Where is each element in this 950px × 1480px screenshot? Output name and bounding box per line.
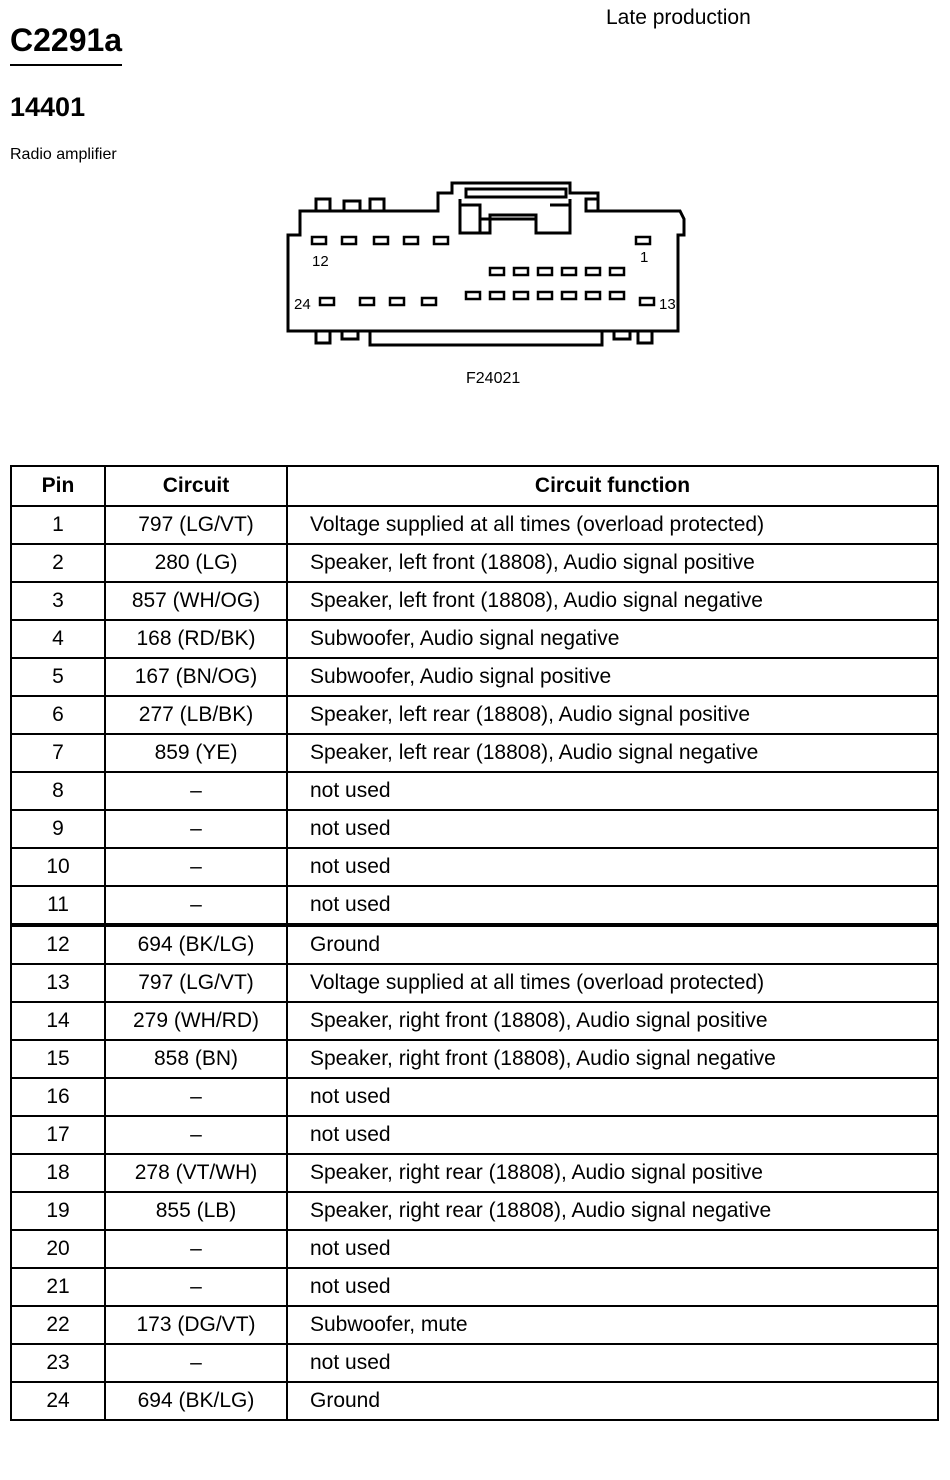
pin-table bbox=[10, 465, 939, 1421]
function-cell: Speaker, right rear (18808), Audio signal negative bbox=[287, 1192, 938, 1230]
function-cell: Voltage supplied at all times (overload protected) bbox=[287, 964, 938, 1002]
circuit-cell: 173 (DG/VT) bbox=[105, 1306, 287, 1344]
circuit-cell: 858 (BN) bbox=[105, 1040, 287, 1078]
table-row bbox=[11, 1002, 938, 1040]
table-row bbox=[11, 658, 938, 696]
pin-cell: 23 bbox=[11, 1344, 105, 1382]
pin-cell: 9 bbox=[11, 810, 105, 848]
table-row bbox=[11, 1040, 938, 1078]
table-row bbox=[11, 1268, 938, 1306]
pin-cell: 16 bbox=[11, 1078, 105, 1116]
table-row bbox=[11, 1382, 938, 1420]
pin-slot bbox=[586, 292, 600, 299]
pin-label-24: 24 bbox=[294, 296, 311, 313]
pin-cell: 6 bbox=[11, 696, 105, 734]
circuit-cell: 859 (YE) bbox=[105, 734, 287, 772]
circuit-cell: – bbox=[105, 848, 287, 886]
pin-cell: 13 bbox=[11, 964, 105, 1002]
table-row bbox=[11, 620, 938, 658]
circuit-cell: 167 (BN/OG) bbox=[105, 658, 287, 696]
pin-slot bbox=[490, 268, 504, 275]
table-row bbox=[11, 1154, 938, 1192]
table-row bbox=[11, 772, 938, 810]
connector-diagram bbox=[280, 175, 700, 355]
function-cell: Subwoofer, mute bbox=[287, 1306, 938, 1344]
circuit-cell: 857 (WH/OG) bbox=[105, 582, 287, 620]
function-cell: not used bbox=[287, 1230, 938, 1268]
column-header-pin: Pin bbox=[11, 466, 105, 506]
top-tab bbox=[370, 199, 384, 211]
function-cell: not used bbox=[287, 848, 938, 886]
circuit-cell: 280 (LG) bbox=[105, 544, 287, 582]
pin-slot bbox=[466, 292, 480, 299]
function-cell: Speaker, left rear (18808), Audio signal positive bbox=[287, 696, 938, 734]
function-cell: Subwoofer, Audio signal positive bbox=[287, 658, 938, 696]
bottom-tab bbox=[316, 331, 330, 343]
function-cell: Subwoofer, Audio signal negative bbox=[287, 620, 938, 658]
pin-cell: 15 bbox=[11, 1040, 105, 1078]
part-number: 14401 bbox=[10, 92, 86, 122]
table-row bbox=[11, 964, 938, 1002]
column-header-circuit: Circuit bbox=[105, 466, 287, 506]
function-cell: Speaker, left front (18808), Audio signal positive bbox=[287, 544, 938, 582]
pin-slot bbox=[514, 268, 528, 275]
pin-slot bbox=[404, 237, 418, 244]
pin-cell: 12 bbox=[11, 925, 105, 964]
top-tab bbox=[344, 201, 360, 211]
table-row bbox=[11, 1078, 938, 1116]
pin-cell: 4 bbox=[11, 620, 105, 658]
circuit-cell: 694 (BK/LG) bbox=[105, 925, 287, 964]
circuit-cell: 279 (WH/RD) bbox=[105, 1002, 287, 1040]
table-row bbox=[11, 582, 938, 620]
pin-cell: 3 bbox=[11, 582, 105, 620]
circuit-cell: 278 (VT/WH) bbox=[105, 1154, 287, 1192]
circuit-cell: 797 (LG/VT) bbox=[105, 506, 287, 544]
table-row bbox=[11, 925, 938, 964]
pin-slot bbox=[640, 298, 654, 305]
function-cell: not used bbox=[287, 886, 938, 925]
pin-cell: 5 bbox=[11, 658, 105, 696]
latch bbox=[460, 199, 570, 233]
connector-body bbox=[288, 183, 684, 331]
function-cell: not used bbox=[287, 772, 938, 810]
pin-slot bbox=[562, 268, 576, 275]
function-cell: not used bbox=[287, 1344, 938, 1382]
table-row bbox=[11, 810, 938, 848]
pin-slot bbox=[360, 298, 374, 305]
pin-slot bbox=[390, 298, 404, 305]
table-body bbox=[11, 506, 938, 1420]
function-cell: Speaker, right front (18808), Audio signal negative bbox=[287, 1040, 938, 1078]
pin-slot bbox=[610, 268, 624, 275]
circuit-cell: 694 (BK/LG) bbox=[105, 1382, 287, 1420]
circuit-cell: 797 (LG/VT) bbox=[105, 964, 287, 1002]
pin-label-12: 12 bbox=[312, 253, 329, 270]
bottom-tab bbox=[370, 331, 602, 345]
latch-slot bbox=[466, 189, 566, 197]
pin-slot bbox=[636, 237, 650, 244]
circuit-cell: – bbox=[105, 772, 287, 810]
table-row bbox=[11, 544, 938, 582]
pin-slot bbox=[538, 268, 552, 275]
table-row bbox=[11, 1116, 938, 1154]
function-cell: Ground bbox=[287, 1382, 938, 1420]
pin-slot bbox=[312, 237, 326, 244]
function-cell: Speaker, left rear (18808), Audio signal negative bbox=[287, 734, 938, 772]
production-note: Late production bbox=[606, 6, 751, 29]
function-cell: not used bbox=[287, 1116, 938, 1154]
pin-slot bbox=[422, 298, 436, 305]
table-row bbox=[11, 696, 938, 734]
function-cell: Ground bbox=[287, 925, 938, 964]
circuit-cell: – bbox=[105, 1344, 287, 1382]
top-tab bbox=[586, 199, 598, 211]
circuit-cell: 168 (RD/BK) bbox=[105, 620, 287, 658]
pin-cell: 7 bbox=[11, 734, 105, 772]
circuit-cell: – bbox=[105, 1268, 287, 1306]
pin-cell: 10 bbox=[11, 848, 105, 886]
circuit-cell: – bbox=[105, 810, 287, 848]
pin-label-1: 1 bbox=[640, 249, 649, 266]
table-header-row bbox=[11, 466, 938, 506]
pin-slot bbox=[490, 292, 504, 299]
pin-cell: 18 bbox=[11, 1154, 105, 1192]
table-row bbox=[11, 848, 938, 886]
table-row bbox=[11, 734, 938, 772]
function-cell: Voltage supplied at all times (overload protected) bbox=[287, 506, 938, 544]
function-cell: not used bbox=[287, 1268, 938, 1306]
pin-cell: 1 bbox=[11, 506, 105, 544]
column-header-function: Circuit function bbox=[287, 466, 938, 506]
bottom-tab bbox=[342, 331, 358, 339]
top-tab bbox=[316, 199, 330, 211]
pin-cell: 14 bbox=[11, 1002, 105, 1040]
circuit-cell: – bbox=[105, 1078, 287, 1116]
function-cell: Speaker, left front (18808), Audio signal negative bbox=[287, 582, 938, 620]
pin-cell: 8 bbox=[11, 772, 105, 810]
pin-slot bbox=[434, 237, 448, 244]
circuit-cell: – bbox=[105, 886, 287, 925]
figure-id: F24021 bbox=[466, 370, 521, 387]
component-name: Radio amplifier bbox=[10, 146, 117, 163]
pin-cell: 11 bbox=[11, 886, 105, 925]
circuit-cell: – bbox=[105, 1116, 287, 1154]
pin-cell: 19 bbox=[11, 1192, 105, 1230]
pin-cell: 20 bbox=[11, 1230, 105, 1268]
circuit-cell: 277 (LB/BK) bbox=[105, 696, 287, 734]
function-cell: Speaker, right rear (18808), Audio signal positive bbox=[287, 1154, 938, 1192]
pin-slot bbox=[538, 292, 552, 299]
connector-id: C2291a bbox=[10, 20, 122, 66]
bottom-tab bbox=[614, 331, 630, 339]
pin-cell: 21 bbox=[11, 1268, 105, 1306]
pin-cell: 2 bbox=[11, 544, 105, 582]
table-row bbox=[11, 1306, 938, 1344]
table-row bbox=[11, 506, 938, 544]
pin-slot bbox=[514, 292, 528, 299]
pin-cell: 17 bbox=[11, 1116, 105, 1154]
pin-cell: 24 bbox=[11, 1382, 105, 1420]
function-cell: not used bbox=[287, 1078, 938, 1116]
pin-slot bbox=[562, 292, 576, 299]
pin-cell: 22 bbox=[11, 1306, 105, 1344]
table-row bbox=[11, 1230, 938, 1268]
table-row bbox=[11, 1344, 938, 1382]
circuit-cell: – bbox=[105, 1230, 287, 1268]
pin-slot bbox=[320, 298, 334, 305]
pin-slot bbox=[610, 292, 624, 299]
table-row bbox=[11, 886, 938, 925]
pin-label-13: 13 bbox=[659, 296, 676, 313]
function-cell: not used bbox=[287, 810, 938, 848]
circuit-cell: 855 (LB) bbox=[105, 1192, 287, 1230]
function-cell: Speaker, right front (18808), Audio signal positive bbox=[287, 1002, 938, 1040]
pin-slot bbox=[342, 237, 356, 244]
bottom-tab bbox=[638, 331, 652, 343]
table-row bbox=[11, 1192, 938, 1230]
pin-slot bbox=[374, 237, 388, 244]
pin-slot bbox=[586, 268, 600, 275]
